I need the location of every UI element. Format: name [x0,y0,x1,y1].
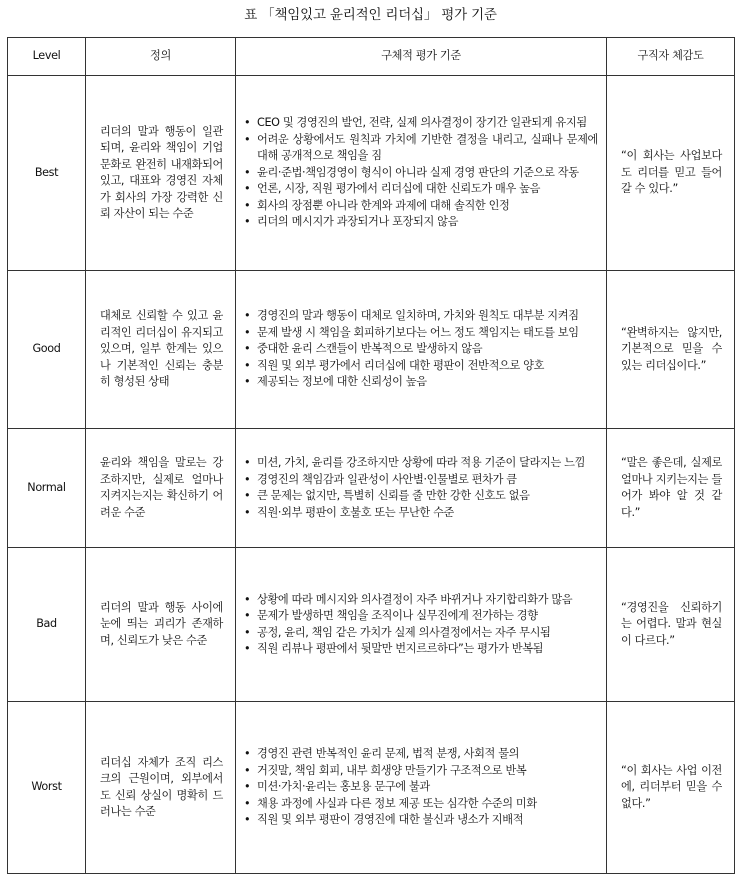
criteria-item: • 경영진의 말과 행동이 대체로 일치하며, 가치와 원칙도 대부분 지켜짐 [257,308,598,325]
evaluation-criteria-table [7,37,735,874]
criteria-item: • 어려운 상황에서도 원칙과 가치에 기반한 결정을 내리고, 실패나 문제에 대해 공개적으로 책임을 짐 [257,132,598,165]
criteria-item: • 제공되는 정보에 대한 신뢰성이 높음 [257,374,598,391]
criteria-item: • 큰 문제는 없지만, 특별히 신뢰를 줄 만한 강한 신호도 없음 [257,488,598,505]
criteria-list [244,308,598,391]
criteria-item: • 언론, 시장, 직원 평가에서 리더십에 대한 신뢰도가 매우 높음 [257,181,598,198]
criteria-item: • CEO 및 경영진의 발언, 전략, 실제 의사결정이 장기간 일관되게 유지됨 [257,115,598,132]
criteria-item: • 채용 과정에 사실과 다른 정보 제공 또는 심각한 수준의 미화 [257,796,598,813]
criteria-cell [236,271,607,429]
criteria-item: • 직원·외부 평판이 호불호 또는 무난한 수준 [257,505,598,522]
definition-cell: 대체로 신뢰할 수 있고 윤리적인 리더십이 유지되고 있으며, 일부 한계는 있으나 기본적인 신뢰는 충분히 형성된 상태 [86,271,236,429]
perception-cell: “경영진을 신뢰하기는 어렵다. 말과 현실이 다르다.” [607,548,735,702]
table-row [8,429,735,548]
level-cell: Normal [8,429,86,548]
table-row [8,702,735,874]
criteria-item: • 문제 발생 시 책임을 회피하기보다는 어느 정도 책임지는 태도를 보임 [257,325,598,342]
criteria-list [244,746,598,829]
definition-cell: 리더의 말과 행동 사이에 눈에 띄는 괴리가 존재하며, 신뢰도가 낮은 수준 [86,548,236,702]
criteria-cell [236,548,607,702]
criteria-item: • 미션, 가치, 윤리를 강조하지만 상황에 따라 적용 기준이 달라지는 느낌 [257,455,598,472]
perception-cell: “이 회사는 사업보다도 리더를 믿고 들어갈 수 있다.” [607,76,735,271]
criteria-item: • 거짓말, 책임 회피, 내부 희생양 만들기가 구조적으로 반복 [257,763,598,780]
criteria-item: • 직원 및 외부 평가에서 리더십에 대한 평판이 전반적으로 양호 [257,358,598,375]
criteria-item: • 중대한 윤리 스캔들이 반복적으로 발생하지 않음 [257,341,598,358]
perception-cell: “완벽하지는 않지만, 기본적으로 믿을 수 있는 리더십이다.” [607,271,735,429]
header-level: Level [8,38,86,76]
table-header-row [8,38,735,76]
definition-cell: 리더십 자체가 조직 리스크의 근원이며, 외부에서도 신뢰 상실이 명확히 드러나는 수준 [86,702,236,874]
header-perception: 구직자 체감도 [607,38,735,76]
level-cell: Bad [8,548,86,702]
perception-cell: “이 회사는 사업 이전에, 리더부터 믿을 수 없다.” [607,702,735,874]
criteria-cell [236,429,607,548]
header-criteria: 구체적 평가 기준 [236,38,607,76]
criteria-item: • 직원 및 외부 평판이 경영진에 대한 불신과 냉소가 지배적 [257,812,598,829]
perception-cell: “말은 좋은데, 실제로 얼마나 지키는지는 들어가 봐야 알 것 같다.” [607,429,735,548]
table-row [8,548,735,702]
criteria-item: • 윤리·준법·책임경영이 형식이 아니라 실제 경영 판단의 기준으로 작동 [257,165,598,182]
criteria-item: • 회사의 장점뿐 아니라 한계와 과제에 대해 솔직한 인정 [257,198,598,215]
criteria-item: • 문제가 발생하면 책임을 조직이나 실무진에게 전가하는 경향 [257,608,598,625]
criteria-item: • 공정, 윤리, 책임 같은 가치가 실제 의사결정에서는 자주 무시됨 [257,625,598,642]
criteria-item: • 리더의 메시지가 과장되거나 포장되지 않음 [257,214,598,231]
definition-cell: 리더의 말과 행동이 일관되며, 윤리와 책임이 기업 문화로 완전히 내재화되어 있고, 대표와 경영진 자체가 회사의 가장 강력한 신뢰 자산이 되는 수준 [86,76,236,271]
criteria-item: • 미션·가치·윤리는 홍보용 문구에 불과 [257,779,598,796]
criteria-item: • 경영진의 책임감과 일관성이 사안별·인물별로 편차가 큼 [257,472,598,489]
definition-cell: 윤리와 책임을 말로는 강조하지만, 실제로 얼마나 지켜지는지는 확신하기 어려운 수준 [86,429,236,548]
criteria-item: • 상황에 따라 메시지와 의사결정이 자주 바뀌거나 자기합리화가 많음 [257,592,598,609]
criteria-list [244,455,598,521]
criteria-list [244,115,598,231]
level-cell: Worst [8,702,86,874]
criteria-cell [236,702,607,874]
table-row [8,271,735,429]
table-title: 표 「책임있고 윤리적인 리더십」 평가 기준 [244,7,497,23]
table-row [8,76,735,271]
header-definition: 정의 [86,38,236,76]
criteria-item: • 직원 리뷰나 평판에서 뒷말만 번지르르하다”는 평가가 반복됨 [257,641,598,658]
criteria-cell [236,76,607,271]
level-cell: Best [8,76,86,271]
criteria-list [244,592,598,658]
level-cell: Good [8,271,86,429]
criteria-item: • 경영진 관련 반복적인 윤리 문제, 법적 분쟁, 사회적 물의 [257,746,598,763]
